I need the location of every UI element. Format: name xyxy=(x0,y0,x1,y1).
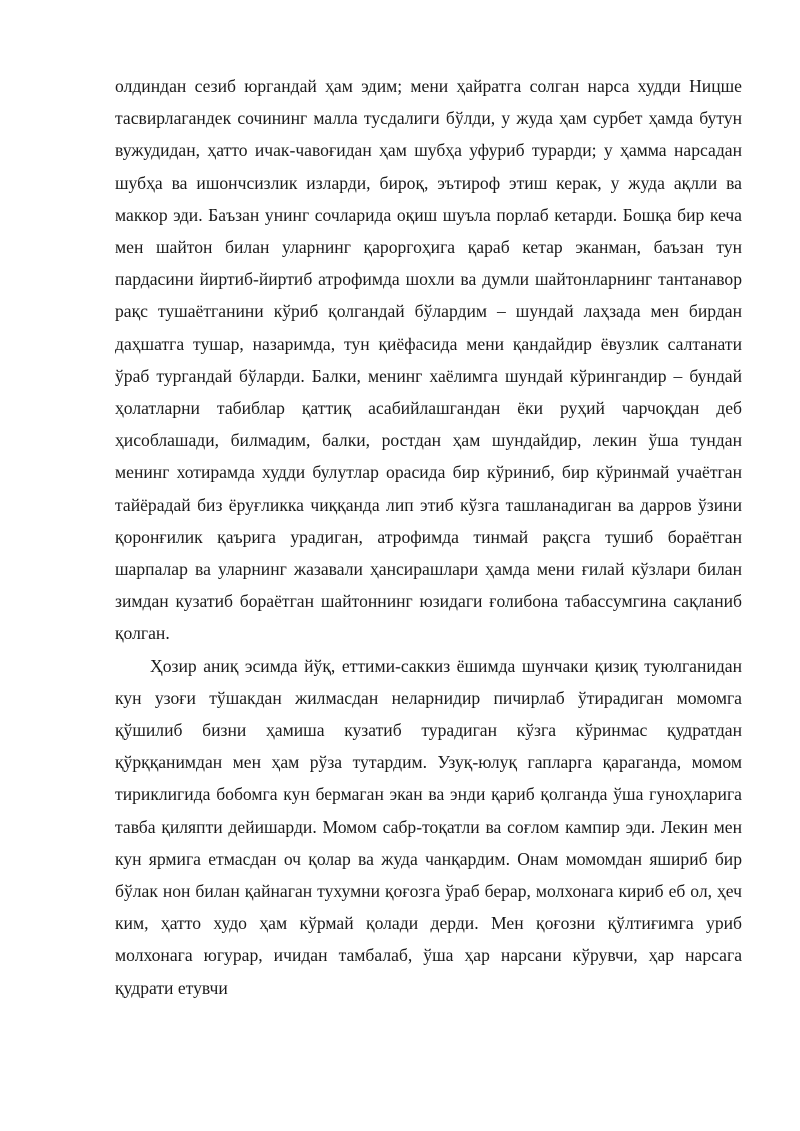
paragraph-2: Ҳозир аниқ эсимда йўқ, еттими-саккиз ёшимда шунчаки қизиқ туюлганидан кун узоғи тўшакдан жилмасдан неларнидир пичирлаб ўтирадиган момомга қўшилиб бизни ҳамиша кузатиб турадиган кўзга кўринмас қудратдан қўрққанимдан мен ҳам рўза тутардим. Узуқ-юлуқ гапларга қараганда, момом тириклигида бобомга кун бермаган экан ва энди қариб қолганда ўша гуноҳларига тавба қиляпти дейишарди. Момом сабр-тоқатли ва соғлом кампир эди. Лекин мен кун ярмига етмасдан оч қолар ва жуда чанқардим. Онам момомдан яшириб бир бўлак нон билан қайнаган тухумни қоғозга ўраб берар, молхонага кириб еб ол, ҳеч ким, ҳатто худо ҳам кўрмай қолади дерди. Мен қоғозни қўлтиғимга уриб молхонага югурар, ичидан тамбалаб, ўша ҳар нарсани кўрувчи, ҳар нарсага қудрати етувчи xyxy=(115,655,742,998)
paragraph-1: олдиндан сезиб юргандай ҳам эдим; мени ҳайратга солган нарса худди Ницше тасвирлагандек сочининг малла тусдалиги бўлди, у жуда ҳам сурбет ҳамда бутун вужудидан, ҳатто ичак-чавоғидан ҳам шубҳа уфуриб турарди; у ҳамма нарсадан шубҳа ва ишончсизлик изларди, бироқ, эътироф этиш керак, у жуда ақлли ва маккор эди. Баъзан унинг сочларида оқиш шуъла порлаб кетарди. Бошқа бир кеча мен шайтон билан уларнинг қароргоҳига қараб кетар эканман, баъзан тун пардасини йиртиб-йиртиб атрофимда шохли ва думли шайтонларнинг тантанавор рақс тушаётганини кўриб қолгандай бўлардим – шундай лаҳзада мен бирдан даҳшатга тушар, назаримда, тун қиёфасида мени қандайдир ёвузлик салтанати ўраб тургандай бўларди. Балки, менинг хаёлимга шундай кўрингандир – бундай ҳолатларни табиблар қаттиқ асабийлашгандан ёки руҳий чарчоқдан деб ҳисоблашади, билмадим, балки, ростдан ҳам шундайдир, лекин ўша тундан менинг хотирамда худди булутлар орасида бир кўриниб, бир кўринмай учаётган тайёрадай биз ёруғликка чиққанда лип этиб кўзга ташланадиган ва дарров ўзини қоронғилик қаърига урадиган, атрофимда тинмай рақсга тушиб бораётган шарпалар ва уларнинг жазавали ҳансирашлари ҳамда мени ғилай кўзлари билан зимдан кузатиб бораётган шайтоннинг юзидаги ғолибона табассумгина сақланиб қолган. xyxy=(115,76,742,644)
document-page xyxy=(115,70,742,1004)
